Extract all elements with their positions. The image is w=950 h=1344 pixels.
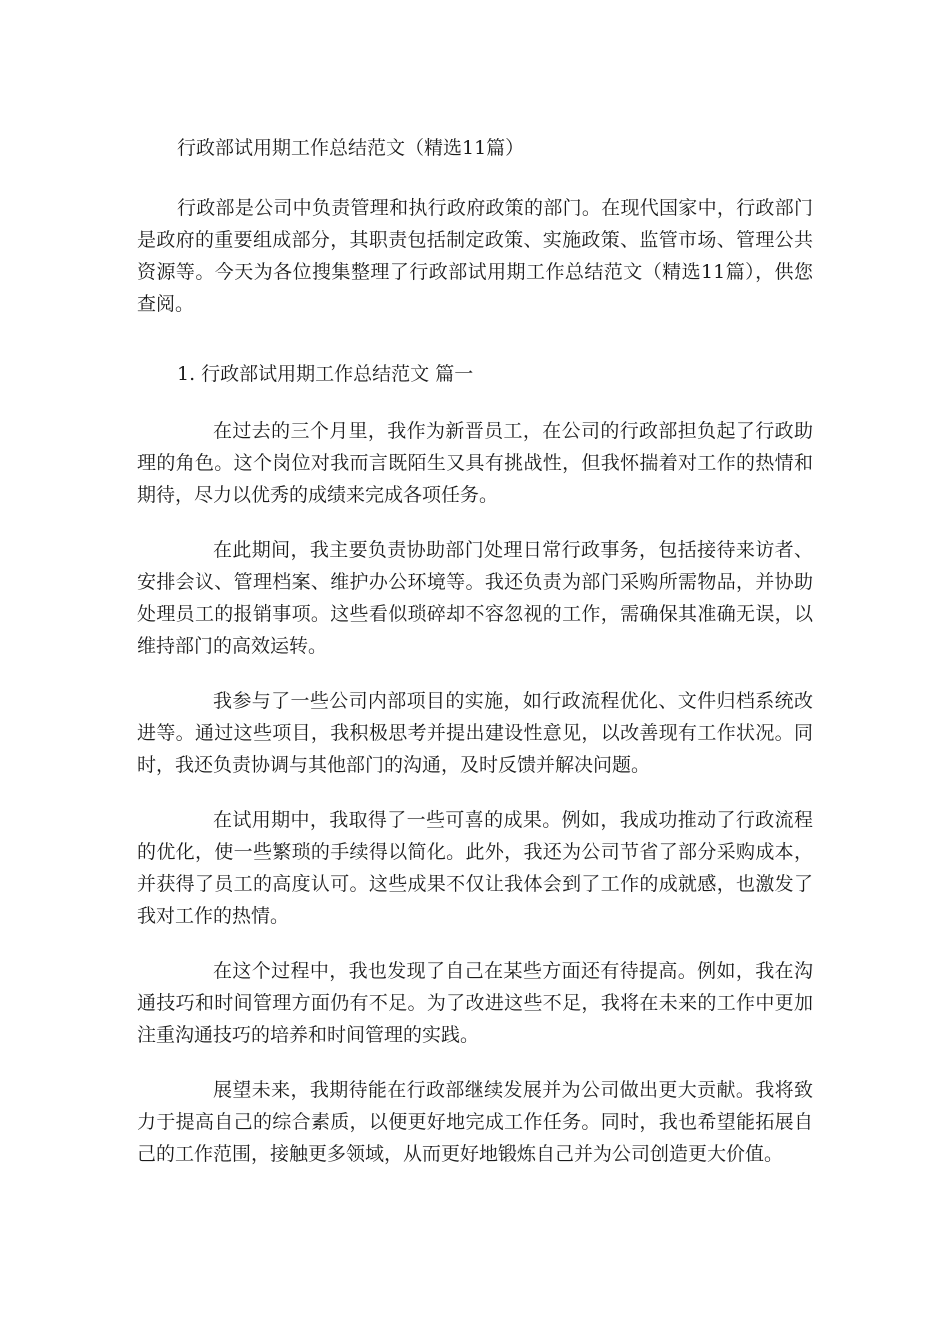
- body-paragraph: 在此期间，我主要负责协助部门处理日常行政事务，包括接待来访者、安排会议、管理档案、维护办公环境等。我还负责为部门采购所需物品，并协助处理员工的报销事项。这些看似琐碎却不容忽视的工作，需确保其准确无误，以维持部门的高效运转。: [137, 539, 813, 657]
- body-paragraph: 在试用期中，我取得了一些可喜的成果。例如，我成功推动了行政流程的优化，使一些繁琐的手续得以简化。此外，我还为公司节省了部分采购成本，并获得了员工的高度认可。这些成果不仅让我体会到了工作的成就感，也激发了我对工作的热情。: [137, 809, 813, 927]
- document-title: 行政部试用期工作总结范文（精选11篇）: [177, 137, 525, 159]
- body-paragraph: 在过去的三个月里，我作为新晋员工，在公司的行政部担负起了行政助理的角色。这个岗位对我而言既陌生又具有挑战性，但我怀揣着对工作的热情和期待，尽力以优秀的成绩来完成各项任务。: [137, 420, 813, 506]
- section-heading: 1. 行政部试用期工作总结范文 篇一: [177, 363, 474, 385]
- document-body: [137, 132, 813, 1193]
- body-paragraph: 在这个过程中，我也发现了自己在某些方面还有待提高。例如，我在沟通技巧和时间管理方面仍有不足。为了改进这些不足，我将在未来的工作中更加注重沟通技巧的培养和时间管理的实践。: [137, 960, 813, 1046]
- body-paragraph: 展望未来，我期待能在行政部继续发展并为公司做出更大贡献。我将致力于提高自己的综合素质，以便更好地完成工作任务。同时，我也希望能拓展自己的工作范围，接触更多领域，从而更好地锻炼自己并为公司创造更大价值。: [137, 1079, 813, 1165]
- intro-paragraph: 行政部是公司中负责管理和执行政府政策的部门。在现代国家中，行政部门是政府的重要组成部分，其职责包括制定政策、实施政策、监管市场、管理公共资源等。今天为各位搜集整理了行政部试用期工作总结范文（精选11篇），供您查阅。: [137, 197, 813, 315]
- body-paragraph: 我参与了一些公司内部项目的实施，如行政流程优化、文件归档系统改进等。通过这些项目，我积极思考并提出建设性意见，以改善现有工作状况。同时，我还负责协调与其他部门的沟通，及时反馈并解决问题。: [137, 690, 813, 776]
